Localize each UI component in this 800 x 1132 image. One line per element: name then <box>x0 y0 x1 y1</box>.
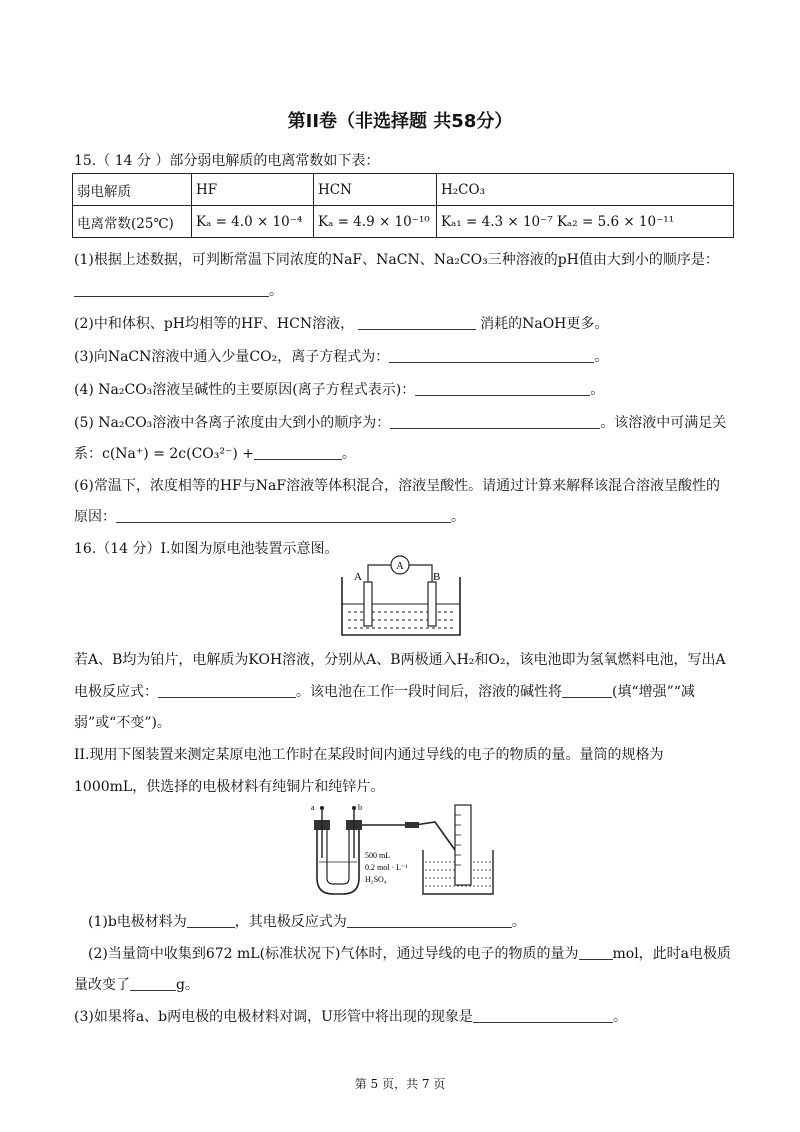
answer-blank[interactable] <box>74 282 269 297</box>
q15-part6-answer: 原因： 。 <box>74 509 465 525</box>
table-cell: HF <box>192 174 314 206</box>
table-cell: 电离常数(25℃) <box>73 206 192 238</box>
q16-part1: 若A、B均为铂片，电解质为KOH溶液，分别从A、B两极通入H₂和O₂，该电池即为氢氧燃料电池，写出A <box>74 652 726 668</box>
q15-part1: (1)根据上述数据，可判断常温下同浓度的NaF、NaCN、Na₂CO₃三种溶液的pH值由大到小的顺序是： <box>74 252 719 268</box>
ammeter-label: A <box>396 561 404 572</box>
q15-part5: (5) Na₂CO₃溶液中各离子浓度由大到小的顺序为： 。该溶液中可满足关 <box>74 415 727 431</box>
answer-blank[interactable] <box>415 381 590 396</box>
q15-part5-relation: 系：c(Na⁺) = 2c(CO₃²⁻) + 。 <box>74 446 357 462</box>
answer-blank[interactable] <box>389 348 594 363</box>
electrode-label-a: a <box>311 803 315 812</box>
table-cell: Kₐ₁ = 4.3 × 10⁻⁷ Kₐ₂ = 5.6 × 10⁻¹¹ <box>437 206 734 238</box>
answer-blank[interactable] <box>254 445 342 460</box>
q16-part2-materials: 1000mL，供选择的电极材料有纯铜片和纯锌片。 <box>74 779 385 795</box>
q15-part6: (6)常温下，浓度相等的HF与NaF溶液等体积混合，溶液呈酸性。请通过计算来解释该混合溶液呈酸性的 <box>74 478 721 494</box>
q16-sub2-mass: 量改变了 g。 <box>74 977 199 993</box>
answer-blank[interactable] <box>187 913 235 928</box>
table-cell: 弱电解质 <box>73 174 192 206</box>
volume-label: 500 mL <box>365 851 391 860</box>
q16-part1-answer: 电极反应式： 。该电池在工作一段时间后，溶液的碱性将 (填“增强”“减 <box>74 684 695 700</box>
table-row <box>73 206 734 238</box>
q16-sub3: (3)如果将a、b两电极的电极材料对调，U形管中将出现的现象是 。 <box>74 1009 627 1025</box>
answer-blank[interactable] <box>562 683 612 698</box>
table-header-row <box>73 174 734 206</box>
table-cell: HCN <box>314 174 437 206</box>
answer-blank[interactable] <box>473 1008 613 1023</box>
concentration-label: 0.2 mol · L⁻¹ <box>365 863 408 872</box>
q15-part3: (3)向NaCN溶液中通入少量CO₂，离子方程式为： 。 <box>74 349 609 365</box>
table-cell: Kₐ = 4.0 × 10⁻⁴ <box>192 206 314 238</box>
answer-blank[interactable] <box>390 414 600 429</box>
answer-blank[interactable] <box>116 508 451 523</box>
q16-intro: 16.（14 分）I.如图为原电池装置示意图。 <box>74 541 339 557</box>
answer-blank[interactable] <box>358 315 476 330</box>
answer-blank[interactable] <box>130 976 176 991</box>
q16-part1-note: 弱”或“不变”)。 <box>74 715 171 731</box>
q16-sub2: (2)当量筒中收集到672 mL(标准状况下)气体时，通过导线的电子的物质的量为 mol，此时a电极质 <box>88 946 732 962</box>
q15-part2: (2)中和体积、pH均相等的HF、HCN溶液， 消耗的NaOH更多。 <box>74 316 609 332</box>
q16-part2: II.现用下图装置来测定某原电池工作时在某段时间内通过导线的电子的物质的量。量筒的规格为 <box>74 747 664 763</box>
q15-intro: 15.（ 14 分 ）部分弱电解质的电离常数如下表： <box>74 153 380 169</box>
electrode-label-a: A <box>354 571 362 583</box>
galvanic-cell-diagram <box>336 555 466 640</box>
electrolysis-apparatus-diagram <box>305 800 505 900</box>
ionization-constant-table <box>72 173 734 238</box>
answer-blank[interactable] <box>579 945 613 960</box>
page-footer: 第 5 页，共 7 页 <box>354 1077 446 1091</box>
electrode-label-b: B <box>433 571 441 583</box>
acid-label: H₂SO₄ <box>365 875 387 884</box>
answer-blank[interactable] <box>158 683 296 698</box>
section-title: 第II卷（非选择题 共58分） <box>287 111 513 132</box>
answer-blank[interactable] <box>347 913 512 928</box>
electrode-label-b: b <box>358 803 362 812</box>
q15-part4: (4) Na₂CO₃溶液呈碱性的主要原因(离子方程式表示)： 。 <box>74 382 605 398</box>
table-cell: Kₐ = 4.9 × 10⁻¹⁰ <box>314 206 437 238</box>
q15-part1-answer: 。 <box>74 280 283 300</box>
table-cell: H₂CO₃ <box>437 174 734 206</box>
q16-sub1: (1)b电极材料为 ，其电极反应式为 。 <box>88 914 526 930</box>
